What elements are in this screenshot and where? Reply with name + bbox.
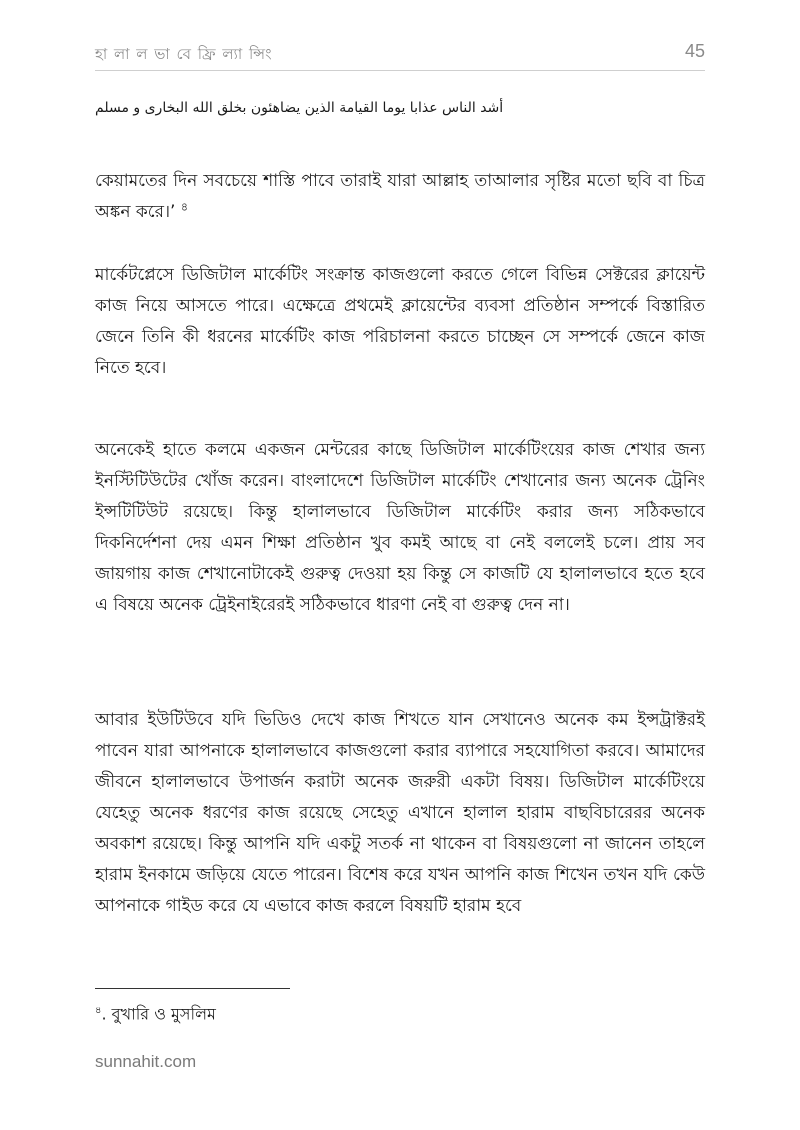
footnote [95,998,216,1027]
arabic-hadith-quote: أشد الناس عذابا يوما القيامة الذين يضاهئون بخلق الله البخارى و مسلم [95,100,504,116]
footnote-reference[interactable]: ৪ [180,200,189,214]
running-title: হা লা ল ভা বে ফ্রি ল্যা ন্সিং [95,45,273,63]
footnote-mark: ৪ [95,1005,102,1016]
paragraph-1-text: কেয়ামতের দিন সবচেয়ে শাস্তি পাবে তারাই যারা আল্লাহ তাআলার সৃষ্টির মতো ছবি বা চিত্র অঙ্কন করে।’ [95,171,705,222]
page-number: 45 [684,41,705,61]
paragraph-1 [95,166,705,228]
paragraph-4: আবার ইউটিউবে যদি ভিডিও দেখে কাজ শিখতে যান সেখানেও অনেক কম ইন্সট্রাক্টরই পাবেন যারা আপনাকে হালালভাবে কাজগুলো করার ব্যাপারে সহযোগিতা করবে। আমাদের জীবনে হালালভাবে উপার্জন করাটা অনেক জরুরী একটা বিষয়। ডিজিটাল মার্কেটিংয়ে যেহেতু অনেক ধরণের কাজ রয়েছে সেহেতু এখানে হালাল হারাম বাছবিচারেরর অনেক অবকাশ রয়েছে। কিন্তু আপনি যদি একটু সতর্ক না থাকেন বা বিষয়গুলো না জানেন তাহলে হারাম ইনকামে জড়িয়ে যেতে পারেন। বিশেষ করে যখন আপনি কাজ শিখেন তখন যদি কেউ আপনাকে গাইড করে যে এভাবে কাজ করলে বিষয়টি হারাম হবে [95,710,705,916]
footnote-text: . বুখারি ও মুসলিম [101,1004,216,1024]
site-footer-link[interactable]: sunnahit.com [95,1052,197,1071]
paragraph-3: অনেকেই হাতে কলমে একজন মেন্টরের কাছে ডিজিটাল মার্কেটিংয়ের কাজ শেখার জন্য ইনস্টিটিউটের খোঁজ করেন। বাংলাদেশে ডিজিটাল মার্কেটিং শেখানোর জন্য অনেক ট্রেনিং ইন্সটিটিউট রয়েছে। কিন্তু হালালভাবে ডিজিটাল মার্কেটিং করার জন্য সঠিকভাবে দিকনির্দেশনা দেয় এমন শিক্ষা প্রতিষ্ঠান খুব কমই আছে বা নেই বললেই চলে। প্রায় সব জায়গায় কাজ শেখানোটাকেই গুরুত্ব দেওয়া হয় কিন্তু সে কাজটি যে হালালভাবে হতে হবে এ বিষয়ে অনেক ট্রেইনাইরেরই সঠিকভাবে ধারণা নেই বা গুরুত্ব দেন না। [95,440,705,615]
footnote-divider [95,988,290,989]
running-header [95,40,705,71]
paragraph-2: মার্কেটপ্লেসে ডিজিটাল মার্কেটিং সংক্রান্ত কাজগুলো করতে গেলে বিভিন্ন সেক্টরের ক্লায়েন্ট কাজ নিয়ে আসতে পারে। এক্ষেত্রে প্রথমেই ক্লায়েন্টের ব্যবসা প্রতিষ্ঠান সম্পর্কে বিস্তারিত জেনে তিনি কী ধরনের মার্কেটিং কাজ পরিচালনা করতে চাচ্ছেন সে সম্পর্কে জেনে কাজ নিতে হবে। [95,265,705,378]
